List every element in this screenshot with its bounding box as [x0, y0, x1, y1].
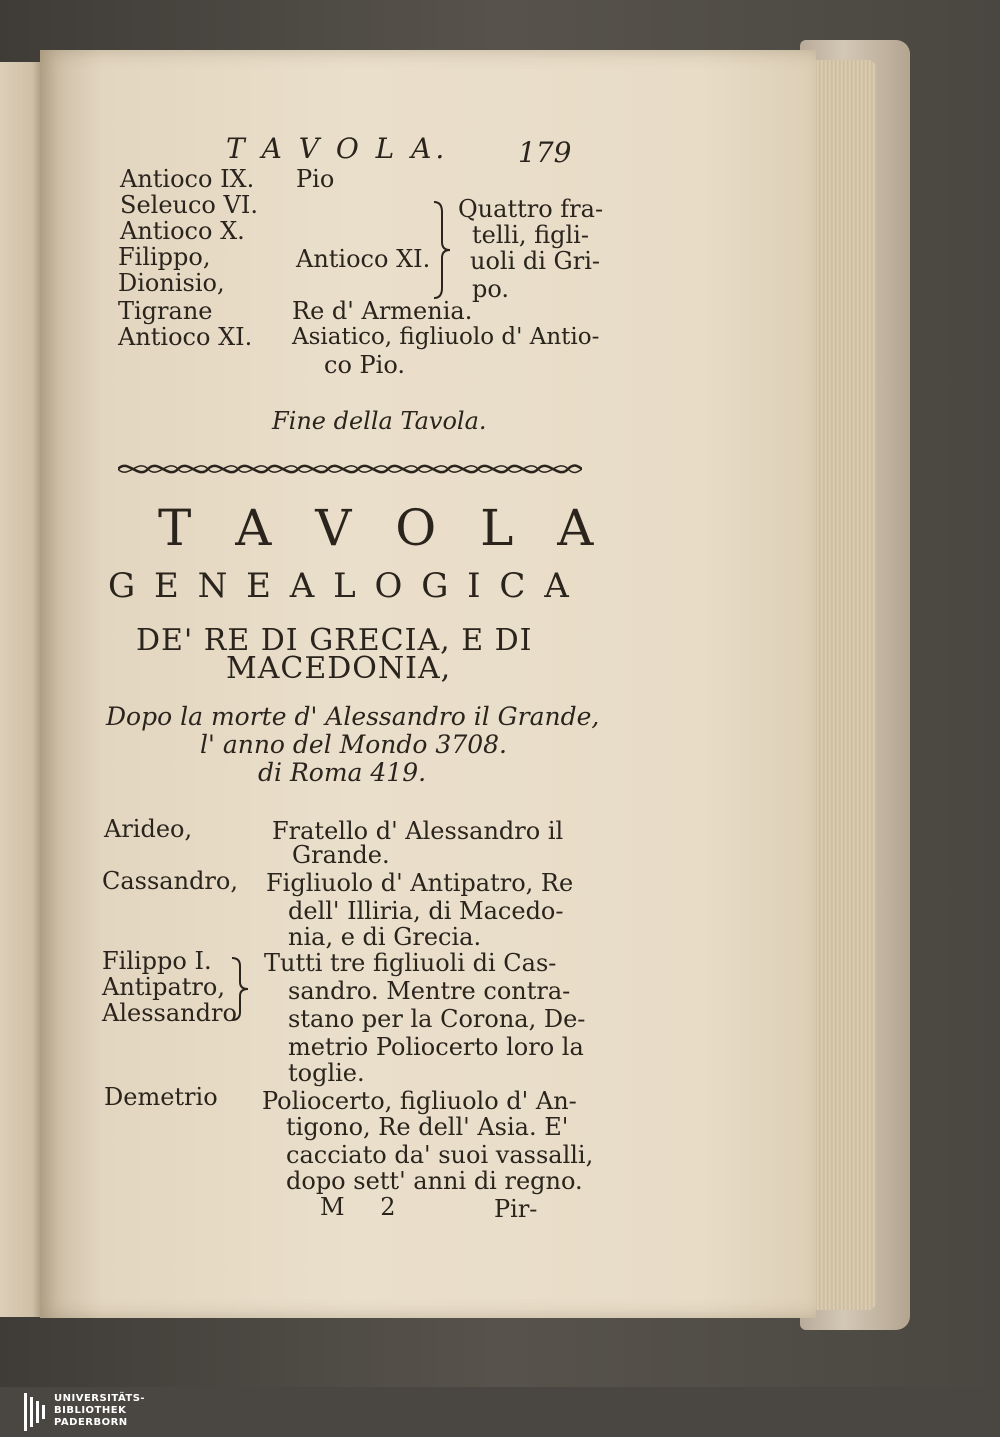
entry-name: Demetrio — [104, 1083, 218, 1111]
page-edges — [806, 60, 876, 1310]
entry-text-line: tigono, Re dell' Asia. E' — [286, 1113, 569, 1141]
brace-note-line: Quattro fra- — [458, 195, 604, 223]
table-right-cell: Antioco XI. — [296, 245, 431, 273]
table-right-cell: co Pio. — [324, 351, 405, 379]
entry-text-line: Tutti tre figliuoli di Cas- — [264, 949, 557, 977]
subtitle-line: l' anno del Mondo 3708. — [200, 730, 507, 759]
entry-text-line: Poliocerto, figliuolo d' An- — [262, 1087, 577, 1115]
fine-della-tavola: Fine della Tavola. — [272, 407, 487, 435]
table-right-cell: Asiatico, figliuolo d' Antio- — [292, 324, 600, 350]
catchword: Pir- — [494, 1195, 538, 1223]
brace-note-line: uoli di Gri- — [470, 247, 600, 275]
page-number: 179 — [518, 136, 572, 169]
entry-text-line: toglie. — [288, 1059, 365, 1087]
right-brace-icon — [228, 954, 252, 1024]
library-logo-icon — [24, 1393, 48, 1431]
table-left-cell: Tigrane — [118, 297, 213, 325]
logo-text-line: BIBLIOTHEK — [54, 1405, 127, 1416]
entry-text-line: metrio Poliocerto loro la — [288, 1033, 584, 1061]
table-left-cell: Filippo, — [118, 243, 211, 271]
entry-text-line: dell' Illiria, di Macedo- — [288, 897, 564, 925]
ornament-rule-icon — [118, 458, 582, 480]
entry-text-line: Grande. — [292, 841, 390, 869]
right-brace-icon — [430, 198, 456, 302]
entry-text-line: sandro. Mentre contra- — [288, 977, 571, 1005]
table-left-cell: Seleuco VI. — [120, 191, 258, 219]
entry-text-line: stano per la Corona, De- — [288, 1005, 586, 1033]
table-left-cell: Antioco XI. — [118, 323, 253, 351]
table-left-cell: Antioco IX. — [120, 165, 255, 193]
subtitle-line: di Roma 419. — [258, 758, 427, 787]
title-re-di-grecia: DE' RE DI GRECIA, E DI — [136, 623, 533, 658]
entry-text-line: Fratello d' Alessandro il — [272, 817, 564, 845]
footer-bar — [0, 1387, 1000, 1437]
logo-text-line: PADERBORN — [54, 1417, 128, 1428]
entry-name: Cassandro, — [102, 867, 238, 895]
title-macedonia: MACEDONIA, — [226, 651, 452, 686]
entry-text-line: nia, e di Grecia. — [288, 923, 482, 951]
table-left-cell: Antioco X. — [120, 217, 245, 245]
entry-text-line: cacciato da' suoi vassalli, — [286, 1141, 594, 1169]
entry-name: Antipatro, — [102, 973, 225, 1001]
entry-text-line: Figliuolo d' Antipatro, Re — [266, 869, 574, 897]
brace-note-line: po. — [472, 275, 510, 303]
signature-mark: M 2 — [320, 1193, 410, 1221]
brace-note-line: telli, figli- — [472, 221, 589, 249]
table-left-cell: Dionisio, — [118, 269, 225, 297]
title-genealogica: G E N E A L O G I C A — [108, 566, 573, 606]
running-title: T A V O L A. — [226, 132, 449, 165]
logo-text-line: UNIVERSITÄTS- — [54, 1393, 146, 1404]
subtitle-line: Dopo la morte d' Alessandro il Grande, — [106, 702, 600, 731]
table-right-cell: Pio — [296, 165, 335, 193]
entry-text-line: dopo sett' anni di regno. — [286, 1167, 583, 1195]
entry-name: Filippo I. — [102, 947, 212, 975]
entry-name: Alessandro — [102, 999, 237, 1027]
table-right-cell: Re d' Armenia. — [292, 297, 473, 325]
title-tavola: T A V O L A — [158, 499, 608, 557]
entry-name: Arideo, — [104, 815, 193, 843]
